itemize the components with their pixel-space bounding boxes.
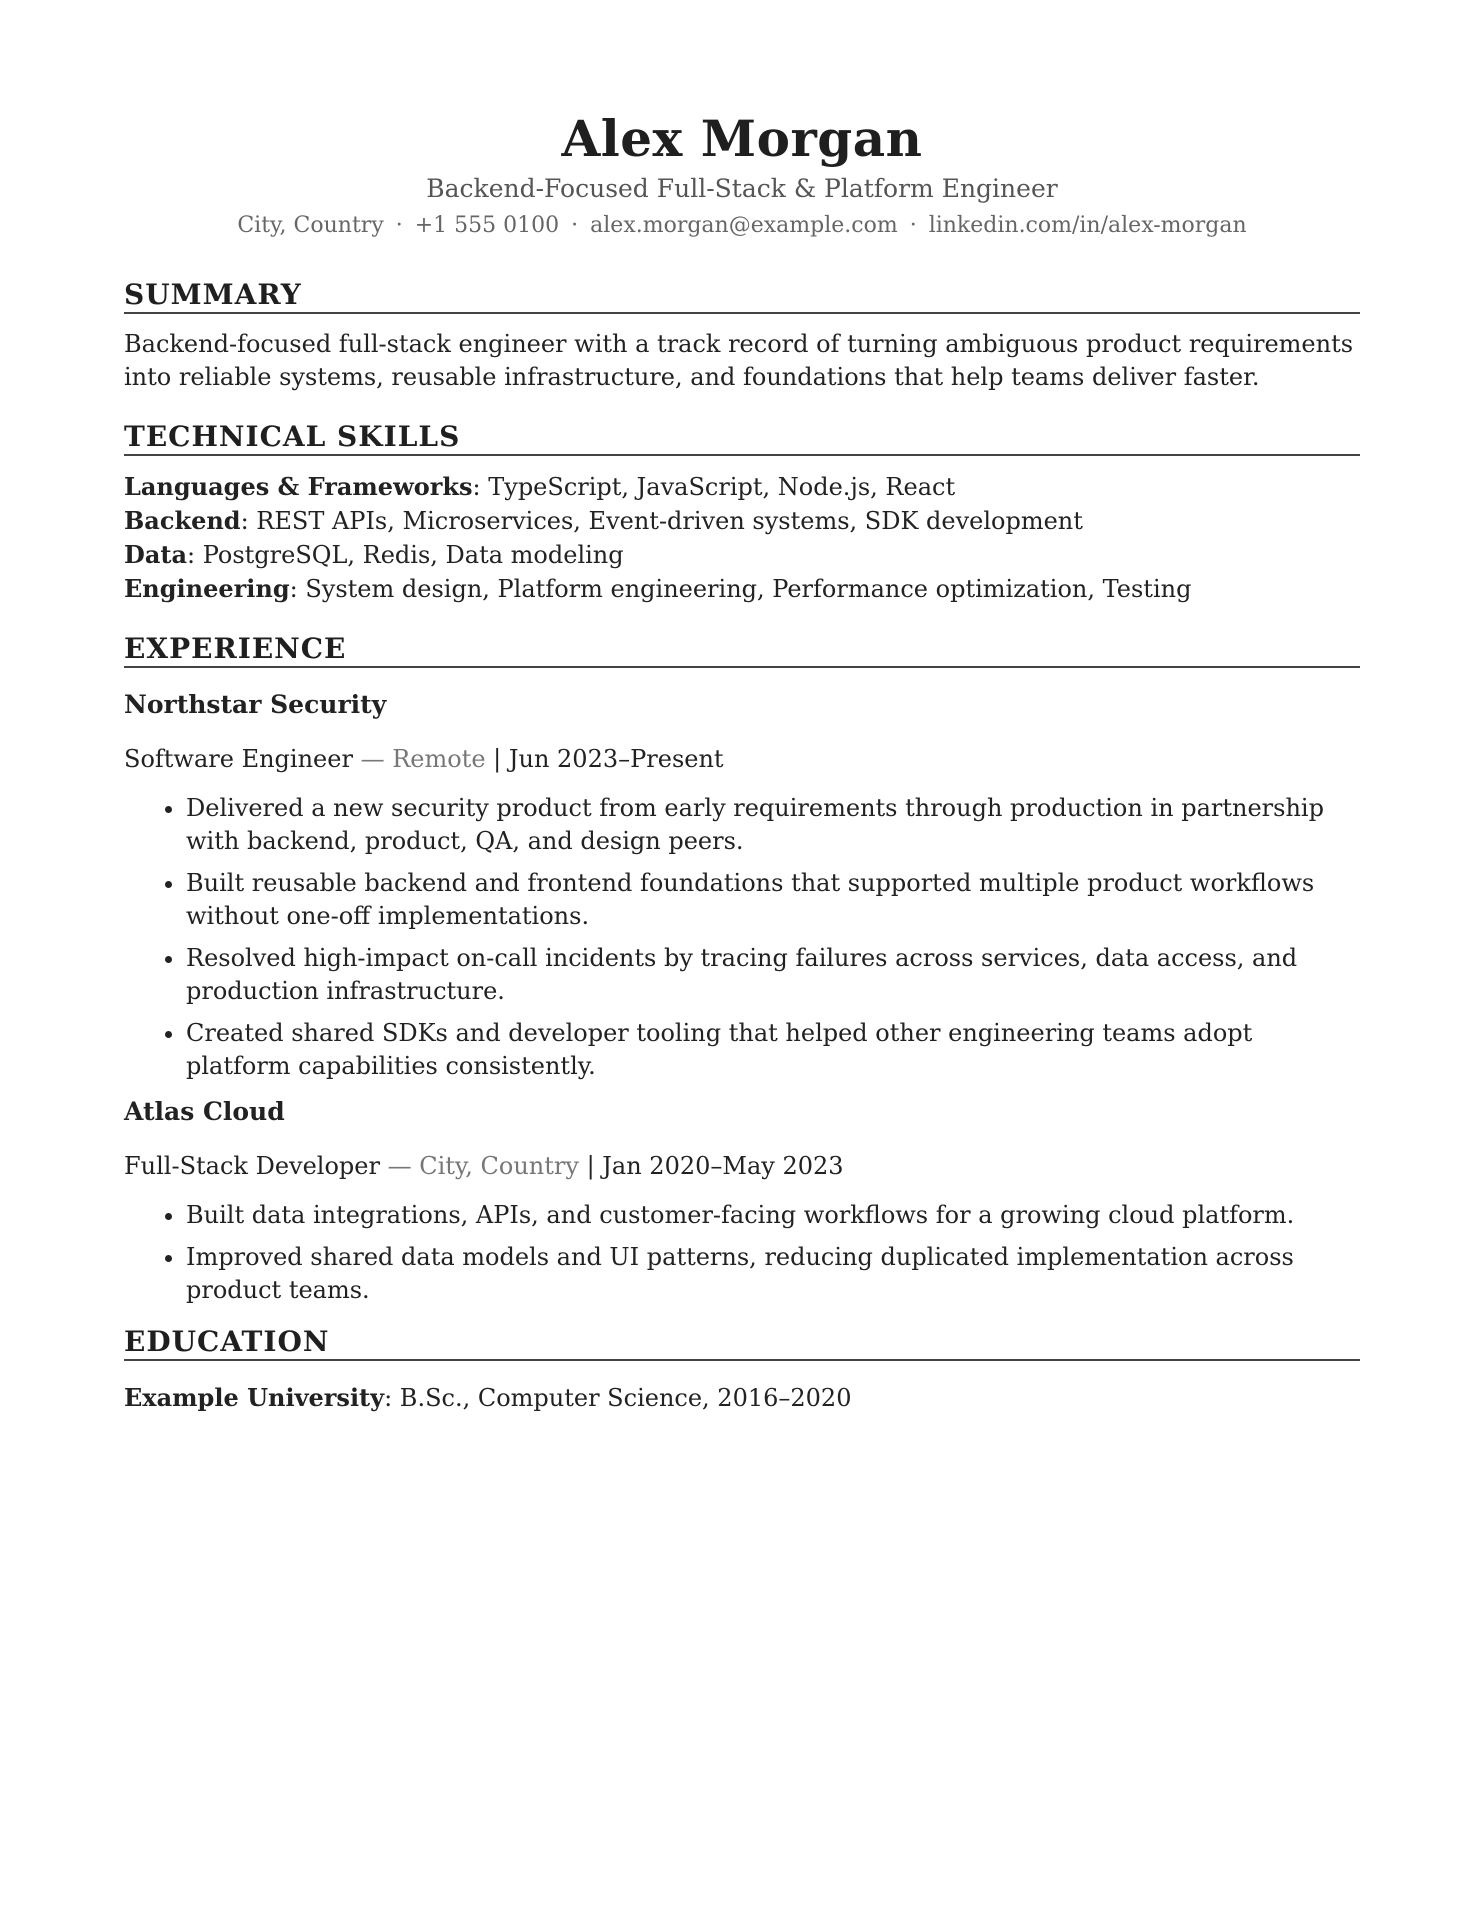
- education-school: Example University: [124, 1383, 385, 1412]
- job-bullet: • Created shared SDKs and developer tooling that helped other engineering teams adopt platform capabilities consistently.: [186, 1017, 1360, 1083]
- skill-line: [124, 538, 1360, 572]
- job-dates: | Jan 2020–May 2023: [578, 1152, 844, 1180]
- job-entry: [124, 1095, 1360, 1307]
- job-bullet: • Built reusable backend and frontend foundations that supported multiple product workflows without one-off implementations.: [186, 867, 1360, 933]
- skill-line: [124, 572, 1360, 606]
- job-bullets: [124, 1199, 1360, 1307]
- job-location: City, Country: [419, 1152, 579, 1180]
- skill-value: : TypeScript, JavaScript, Node.js, React: [472, 473, 956, 501]
- job-bullet: • Resolved high-impact on-call incidents by tracing failures across services, data access, and production infrastructure.: [186, 942, 1360, 1008]
- candidate-name: Alex Morgan: [561, 109, 923, 168]
- contact-separator: ·: [909, 213, 917, 238]
- job-entry: [124, 688, 1360, 1083]
- skill-line: [124, 504, 1360, 538]
- job-company: Atlas Cloud: [124, 1097, 285, 1126]
- resume-header: [124, 0, 1360, 242]
- job-role-line: [124, 1150, 1360, 1183]
- section-title-summary: SUMMARY: [124, 278, 1360, 314]
- job-dash: —: [352, 745, 393, 773]
- contact-line: [124, 210, 1360, 242]
- section-title-skills: TECHNICAL SKILLS: [124, 420, 1360, 456]
- skills-section: [124, 420, 1360, 606]
- resume-page: [124, 0, 1360, 1415]
- skill-value: : REST APIs, Microservices, Event-driven systems, SDK development: [240, 507, 1083, 535]
- section-title-experience: EXPERIENCE: [124, 632, 1360, 668]
- skills-list: [124, 470, 1360, 606]
- contact-email[interactable]: alex.morgan@example.com: [590, 213, 898, 238]
- skill-label: Engineering: [124, 574, 290, 603]
- job-bullet: • Improved shared data models and UI patterns, reducing duplicated implementation across product teams.: [186, 1241, 1360, 1307]
- section-title-education: EDUCATION: [124, 1325, 1360, 1361]
- skill-value: : PostgreSQL, Redis, Data modeling: [187, 541, 624, 569]
- education-detail: : B.Sc., Computer Science, 2016–2020: [384, 1384, 852, 1412]
- contact-location: City, Country: [237, 213, 384, 238]
- job-role: Full-Stack Developer: [124, 1152, 380, 1180]
- summary-section: [124, 278, 1360, 394]
- job-role-line: [124, 743, 1360, 776]
- skill-label: Backend: [124, 506, 241, 535]
- skill-label: Data: [124, 540, 187, 569]
- contact-phone: +1 555 0100: [414, 213, 560, 238]
- candidate-headline: Backend-Focused Full-Stack & Platform Engineer: [426, 174, 1058, 203]
- job-location: Remote: [392, 745, 486, 773]
- education-line: [124, 1381, 1360, 1415]
- job-bullet: • Built data integrations, APIs, and customer-facing workflows for a growing cloud platform.: [186, 1199, 1360, 1232]
- contact-linkedin[interactable]: linkedin.com/in/alex-morgan: [928, 213, 1247, 238]
- job-company: Northstar Security: [124, 690, 387, 719]
- job-role: Software Engineer: [124, 745, 353, 773]
- job-dates: | Jun 2023–Present: [485, 745, 724, 773]
- experience-section: [124, 632, 1360, 1307]
- contact-separator: ·: [395, 213, 403, 238]
- job-bullets: [124, 792, 1360, 1083]
- job-bullet: • Delivered a new security product from early requirements through production in partnership with backend, product, QA, and design peers.: [186, 792, 1360, 858]
- skill-label: Languages & Frameworks: [124, 472, 473, 501]
- skill-line: [124, 470, 1360, 504]
- job-dash: —: [379, 1152, 420, 1180]
- education-section: [124, 1325, 1360, 1415]
- skill-value: : System design, Platform engineering, Performance optimization, Testing: [289, 575, 1192, 603]
- summary-text: Backend-focused full-stack engineer with a track record of turning ambiguous product requirements into reliable systems, reusable infrastructure, and foundations that help teams deliver faster.: [124, 330, 1354, 391]
- contact-separator: ·: [571, 213, 579, 238]
